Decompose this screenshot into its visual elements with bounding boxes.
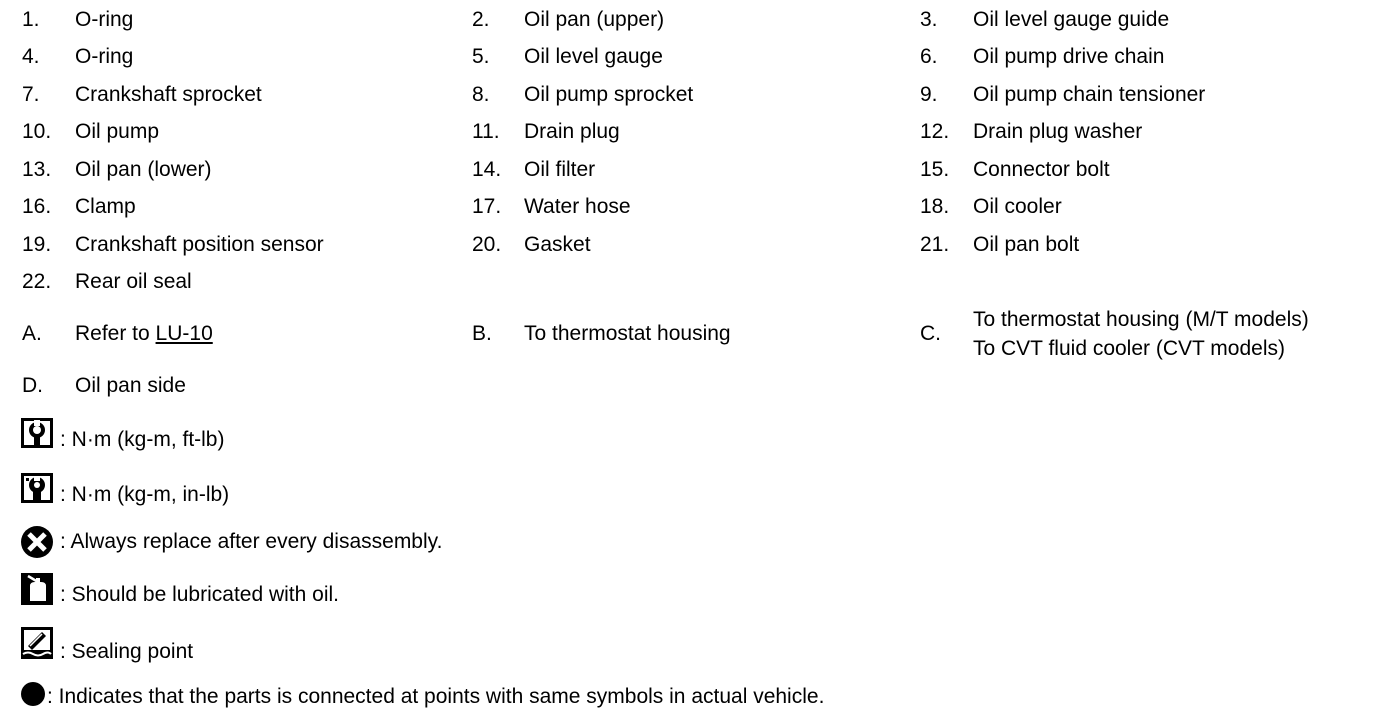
part-name: Oil filter: [524, 158, 596, 181]
legend-item: [20, 626, 1020, 666]
reference-link[interactable]: LU-10: [155, 322, 213, 345]
part-name: Oil pump drive chain: [973, 45, 1165, 68]
part-number: 4.: [22, 45, 40, 68]
part-name: Crankshaft position sensor: [75, 233, 324, 256]
legend-text: : Should be lubricated with oil.: [60, 583, 339, 606]
note-key: D.: [22, 374, 43, 397]
note-c-text: [973, 305, 1309, 363]
part-number: 10.: [22, 120, 52, 143]
part-number: 6.: [920, 45, 938, 68]
part-number: 22.: [22, 270, 52, 293]
legend-item: [20, 681, 1220, 721]
legend-item: [20, 472, 1020, 512]
part-number: 1.: [22, 8, 40, 31]
torque-wrench-small-icon: [20, 472, 54, 504]
note-c-line: To thermostat housing (M/T models): [973, 308, 1309, 331]
part-number: 21.: [920, 233, 950, 256]
part-name: Drain plug washer: [973, 120, 1143, 143]
note-text: To thermostat housing: [524, 322, 731, 345]
note-text: Oil pan side: [75, 374, 186, 397]
part-number: 14.: [472, 158, 502, 181]
part-number: 9.: [920, 83, 938, 106]
part-number: 17.: [472, 195, 502, 218]
part-number: 5.: [472, 45, 490, 68]
part-name: Crankshaft sprocket: [75, 83, 262, 106]
part-name: Oil pump chain tensioner: [973, 83, 1206, 106]
part-name: Water hose: [524, 195, 631, 218]
legend-item: [20, 417, 1020, 457]
part-name: Oil pan (upper): [524, 8, 665, 31]
part-name: Oil pan bolt: [973, 233, 1080, 256]
connection-dot-icon: [20, 681, 46, 707]
part-name: Oil level gauge guide: [973, 8, 1170, 31]
part-name: Oil pump sprocket: [524, 83, 694, 106]
part-name: O-ring: [75, 45, 134, 68]
replace-x-icon: [20, 525, 54, 559]
part-number: 7.: [22, 83, 40, 106]
legend-text: : N·m (kg-m, in-lb): [60, 483, 230, 506]
torque-wrench-icon: [20, 417, 54, 449]
legend-text: : Always replace after every disassembly.: [60, 530, 443, 553]
part-name: Oil cooler: [973, 195, 1062, 218]
parts-row: [0, 117, 1376, 147]
note-reference: [75, 319, 213, 349]
part-name: Connector bolt: [973, 158, 1110, 181]
part-name: Rear oil seal: [75, 270, 192, 293]
parts-row: [0, 5, 1376, 35]
part-name: Oil level gauge: [524, 45, 663, 68]
part-number: 20.: [472, 233, 502, 256]
part-name: Gasket: [524, 233, 591, 256]
legend-item: [20, 572, 1020, 612]
part-number: 2.: [472, 8, 490, 31]
part-number: 18.: [920, 195, 950, 218]
note-key: A.: [22, 322, 42, 345]
note-prefix: Refer to: [75, 322, 156, 345]
parts-row: [0, 42, 1376, 72]
parts-row: [0, 155, 1376, 185]
part-name: Drain plug: [524, 120, 620, 143]
part-number: 13.: [22, 158, 52, 181]
parts-row: [0, 230, 1376, 260]
sealant-icon: [20, 626, 54, 660]
part-number: 12.: [920, 120, 950, 143]
notes-row: [0, 371, 1376, 401]
note-key: B.: [472, 322, 492, 345]
note-key: C.: [920, 322, 941, 345]
part-name: Oil pump: [75, 120, 160, 143]
part-name: Clamp: [75, 195, 136, 218]
part-number: 11.: [472, 120, 500, 143]
parts-row: [0, 267, 1376, 297]
parts-row: [0, 80, 1376, 110]
legend-text: : N·m (kg-m, ft-lb): [60, 428, 225, 451]
legend-item: [20, 525, 1020, 565]
parts-row: [0, 192, 1376, 222]
legend-text: : Indicates that the parts is connected at points with same symbols in actual vehicle.: [47, 685, 825, 708]
note-c-line: To CVT fluid cooler (CVT models): [973, 337, 1285, 360]
part-number: 19.: [22, 233, 52, 256]
part-number: 15.: [920, 158, 950, 181]
part-number: 16.: [22, 195, 52, 218]
part-name: O-ring: [75, 8, 134, 31]
part-name: Oil pan (lower): [75, 158, 212, 181]
part-number: 8.: [472, 83, 490, 106]
oil-can-icon: [20, 572, 54, 606]
part-number: 3.: [920, 8, 938, 31]
legend-text: : Sealing point: [60, 640, 194, 663]
